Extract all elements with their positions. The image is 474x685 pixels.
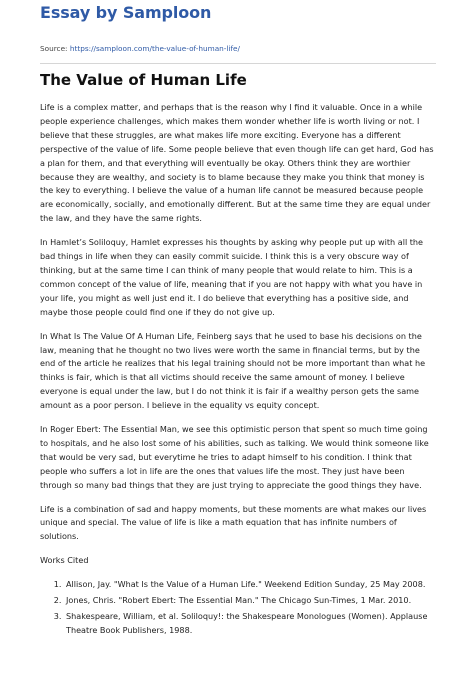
essay-title: The Value of Human Life: [40, 71, 247, 89]
essay-paragraph: In Hamlet’s Soliloquy, Hamlet expresses his thoughts by asking why people put up with all the bad things in life when they can easily commit suicide. I think this is a very obscure way of thinking, but at the same time I can think of many people that would relate to him. This is a common concept of the value of life, meaning that if you are not happy with what you have in your life, you might as well just end it. I do believe that everything has a positive side, and maybe those people could find one if they do not give up.: [40, 237, 424, 317]
citation-item: 1. Allison, Jay. "What Is the Value of a Human Life." Weekend Edition Sunday, 25 May 2008.: [64, 578, 436, 592]
essay-paragraph: In What Is The Value Of A Human Life, Feinberg says that he used to base his decisions on the law, meaning that he thought no two lives were worth the same in financial terms, but by the end of the article he realizes that his legal training should not be more important than what he thinks is fair, which is that all victims should receive the same amount of money. I believe everyone is equal under the law, but I do not think it is fair if a wealthy person gets the same amount as a poor person. I believe in the equality vs equity concept.: [40, 330, 426, 411]
header-divider: [40, 63, 436, 64]
brand-title: Essay by Samploon: [40, 3, 212, 22]
source-label: Source:: [40, 44, 70, 53]
source-line: [40, 44, 240, 53]
source-link[interactable]: https://samploon.com/the-value-of-human-life/: [69, 44, 240, 53]
works-cited-list: [40, 578, 436, 638]
essay-body: [40, 101, 436, 640]
citation-item: 3. Shakespeare, William, et al. Soliloquy!: the Shakespeare Monologues (Women). Applause Theatre Book Publishers, 1988.: [64, 610, 436, 638]
essay-paragraph: Life is a complex matter, and perhaps that is the reason why I find it valuable. Once in a while people experience challenges, which makes them wonder whether life is worth living or not. I believe that these struggles, are what makes life more exciting. Everyone has a different perspective of the value of life. Some people believe that even though life can get hard, God has a plan for them, and that everything will eventually be okay. Others think they are worthier because they are wealthy, and society is to blame because they make you think that money is the key to everything. I believe the value of a human life cannot be measured because people are economically, socially, and emotionally different. But at the same time they are equal under the law, and they have the same rights.: [40, 102, 434, 224]
works-cited-heading: Works Cited: [40, 555, 89, 566]
essay-paragraph: In Roger Ebert: The Essential Man, we see this optimistic person that spent so much time going to hospitals, and he also lost some of his abilities, such as talking. We would think someone like that would be very sad, but everytime he tries to adapt himself to his condition. I think that people who suffers a lot in life are the ones that values life the most. They just have been through so many bad things that they are just trying to appreciate the good things they have.: [40, 424, 429, 490]
essay-paragraph: Life is a combination of sad and happy moments, but these moments are what makes our lives unique and special. The value of life is like a math equation that has infinite numbers of solutions.: [40, 503, 427, 542]
citation-item: 2. Jones, Chris. "Robert Ebert: The Essential Man." The Chicago Sun-Times, 1 Mar. 2010.: [64, 594, 436, 608]
